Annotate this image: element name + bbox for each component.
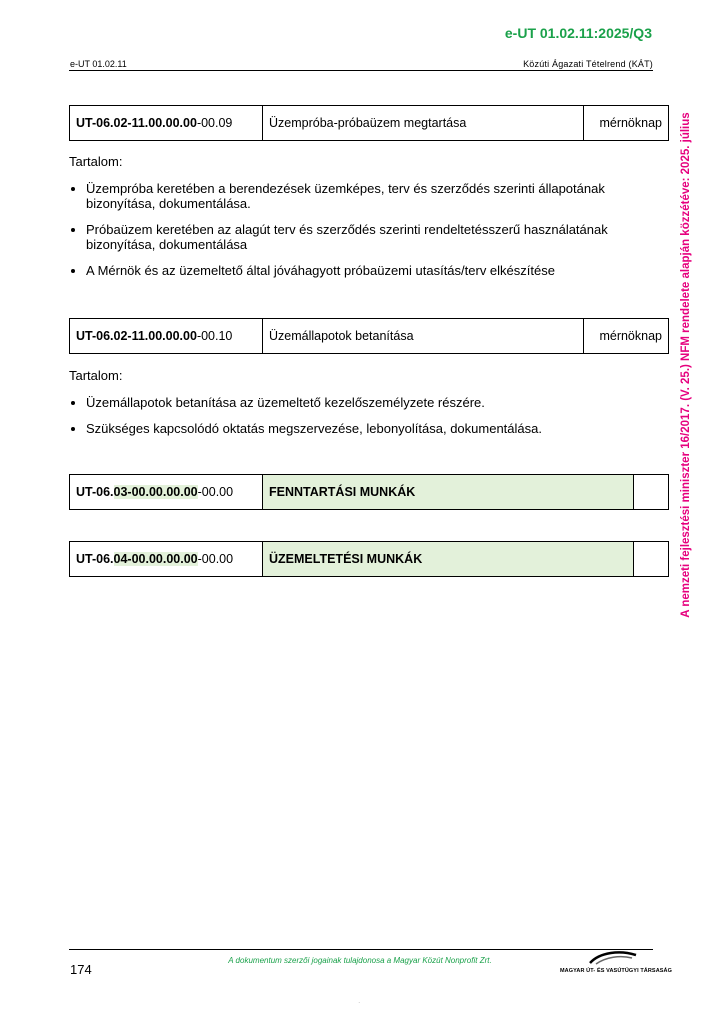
section-title: ÜZEMELTETÉSI MUNKÁK	[263, 542, 634, 577]
item-code: UT-06.04-00.00.00.00-00.00	[70, 542, 263, 577]
item-code: UT-06.02-11.00.00.00-00.10	[70, 319, 263, 354]
section-title: FENNTARTÁSI MUNKÁK	[263, 475, 634, 510]
copyright-notice: A dokumentum szerzői jogainak tulajdonosa a Magyar Közút Nonprofit Zrt.	[228, 956, 492, 965]
list-item: A Mérnök és az üzemeltető által jóváhagyott próbaüzemi utasítás/terv elkészítése	[69, 263, 659, 278]
item-code: UT-06.02-11.00.00.00-00.09	[70, 106, 263, 141]
item-title: Üzempróba-próbaüzem megtartása	[263, 106, 584, 141]
list-item: Üzemállapotok betanítása az üzemeltető kezelőszemélyzete részére.	[69, 395, 659, 410]
item-table-maintenance	[69, 474, 669, 510]
content-list	[69, 181, 659, 289]
empty-unit-cell	[634, 475, 669, 510]
company-logo	[560, 950, 672, 974]
item-unit: mérnöknap	[584, 319, 669, 354]
logo-text: MAGYAR ÚT- ÉS VASÚTÜGYI TÁRSASÁG	[560, 968, 672, 974]
header-right-label: Közúti Ágazati Tételrend (KÁT)	[523, 59, 653, 69]
item-table-operation	[69, 541, 669, 577]
item-unit: mérnöknap	[584, 106, 669, 141]
publication-side-note: A nemzeti fejlesztési miniszter 16/2017. (V. 25.) NFM rendelete alapján közzétéve: 2025. július	[680, 112, 692, 618]
page-dot: .	[358, 995, 361, 1005]
empty-unit-cell	[634, 542, 669, 577]
logo-swoosh-icon	[560, 950, 652, 966]
list-item: Üzempróba keretében a berendezések üzemképes, terv és szerződés szerinti állapotának bizonyítása, dokumentálása.	[69, 181, 659, 211]
content-label: Tartalom:	[69, 368, 123, 383]
item-code: UT-06.03-00.00.00.00-00.00	[70, 475, 263, 510]
list-item: Szükséges kapcsolódó oktatás megszervezése, lebonyolítása, dokumentálása.	[69, 421, 659, 436]
content-list	[69, 395, 659, 447]
document-code: e-UT 01.02.11:2025/Q3	[504, 25, 652, 41]
page-number: 174	[70, 962, 92, 977]
header-divider	[69, 70, 653, 71]
content-label: Tartalom:	[69, 154, 123, 169]
item-title: Üzemállapotok betanítása	[263, 319, 584, 354]
header-left-label: e-UT 01.02.11	[70, 59, 127, 69]
item-table-0010	[69, 318, 669, 354]
item-table-0009	[69, 105, 669, 141]
list-item: Próbaüzem keretében az alagút terv és szerződés szerinti rendeltetésszerű használatának bizonyítása, dokumentálása	[69, 222, 659, 252]
